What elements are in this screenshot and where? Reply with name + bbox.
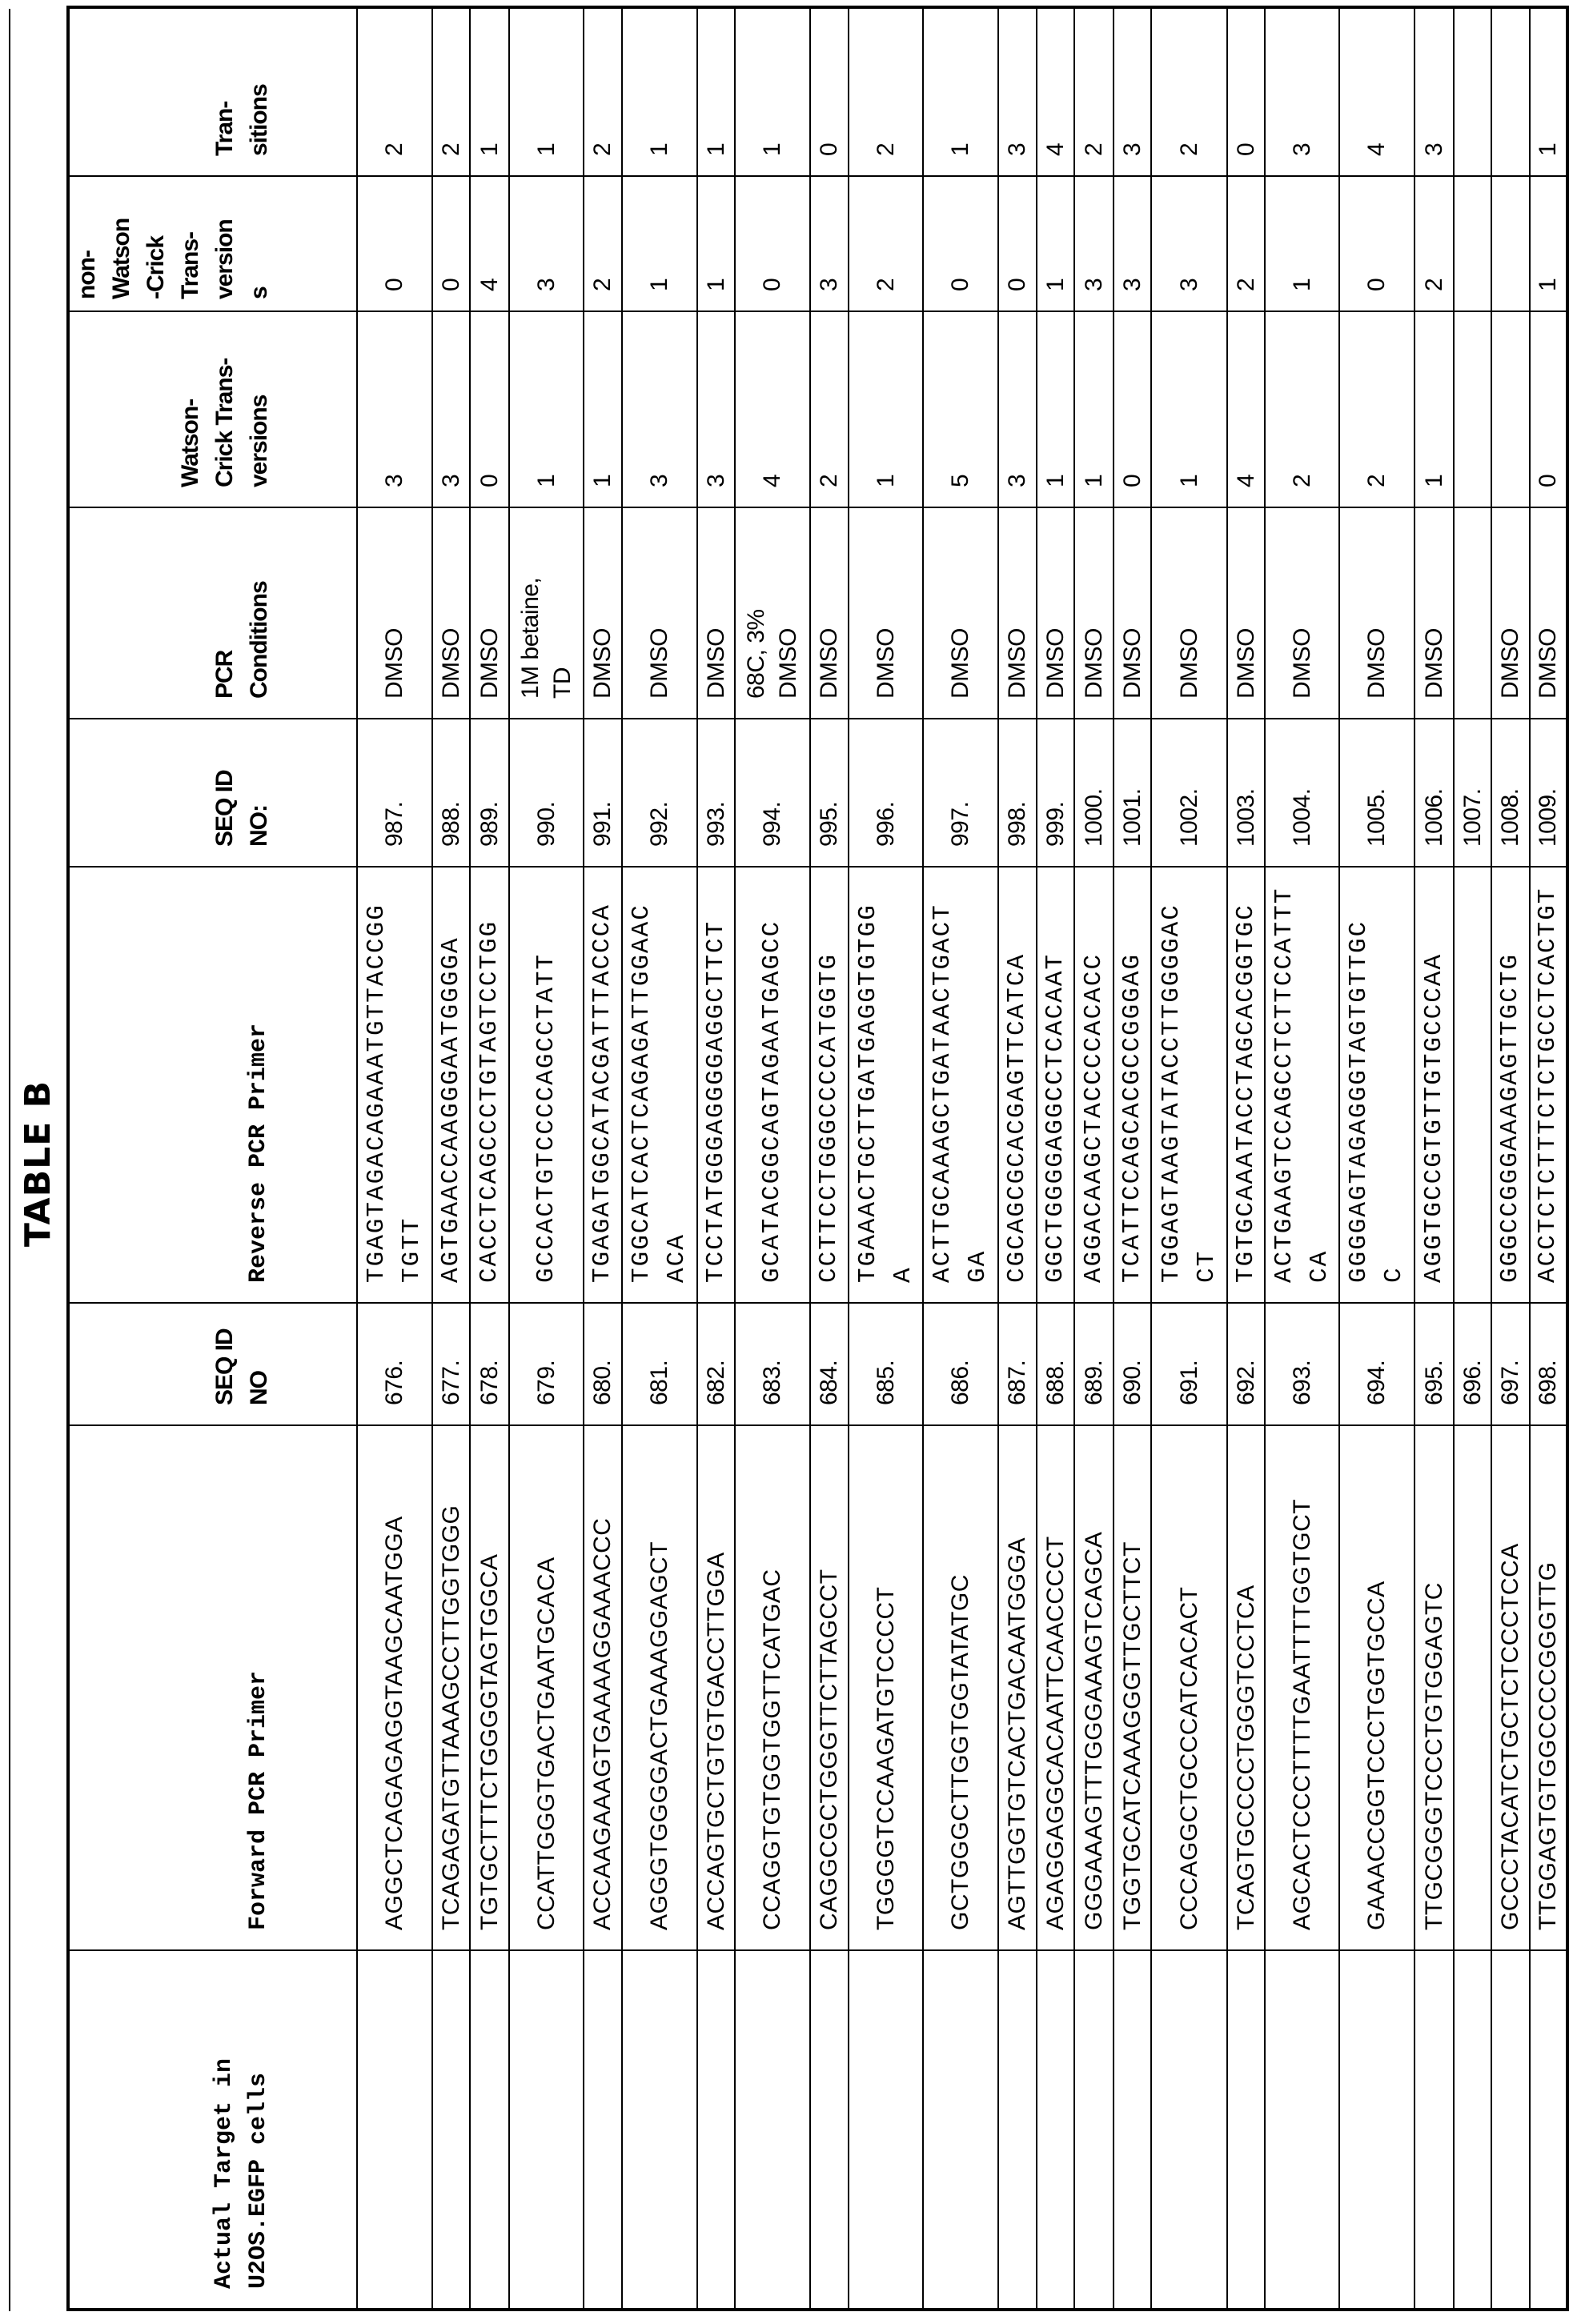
pcr-conditions-cell: DMSO — [432, 507, 470, 719]
transitions-cell: 2 — [584, 7, 622, 176]
forward-primer-cell: CCAGGTGTGGTGGTTCATGAC — [735, 1425, 810, 1950]
seq-id-forward-cell: 681. — [622, 1303, 697, 1425]
actual-target-cell — [810, 1950, 849, 2310]
seq-id-reverse-cell: 996. — [849, 719, 923, 867]
table-row — [735, 7, 810, 2310]
actual-target-cell — [849, 1950, 923, 2310]
transitions-cell: 0 — [810, 7, 849, 176]
pcr-conditions-cell: 1M betaine, TD — [509, 507, 584, 719]
transitions-cell — [1491, 7, 1530, 176]
transitions-cell: 4 — [1037, 7, 1074, 176]
table-row — [1227, 7, 1265, 2310]
seq-id-forward-cell: 694. — [1339, 1303, 1415, 1425]
forward-primer-cell: GCCCTACATCTGCTCTCCCTCCA — [1491, 1425, 1530, 1950]
nonwc-transversions-cell: 1 — [1265, 176, 1339, 311]
nonwc-transversions-cell: 1 — [697, 176, 735, 311]
seq-id-reverse-cell: 999. — [1037, 719, 1074, 867]
reverse-primer-cell: TCATTCCAGCACGCCGGGAG — [1114, 867, 1151, 1303]
seq-id-forward-cell: 689. — [1074, 1303, 1114, 1425]
seq-id-reverse-cell: 1001. — [1114, 719, 1151, 867]
wc-transversions-cell — [1454, 311, 1491, 507]
seq-id-forward-cell: 684. — [810, 1303, 849, 1425]
seq-id-forward-cell: 679. — [509, 1303, 584, 1425]
forward-primer-cell: GGGAAAGTTTGGGAAAGTCAGCA — [1074, 1425, 1114, 1950]
nonwc-transversions-cell: 0 — [432, 176, 470, 311]
reverse-primer-cell: CGCAGCGCACGAGTTCATCA — [998, 867, 1037, 1303]
header-forward-primer: Forward PCR Primer — [68, 1425, 357, 1950]
forward-primer-cell: GAAACCGGTCCCTGGTGCCA — [1339, 1425, 1415, 1950]
forward-primer-cell: TCAGTGCCCCTGGGTCCTCA — [1227, 1425, 1265, 1950]
table-row — [357, 7, 432, 2310]
header-actual-target: Actual Target in U2OS.EGFP cells — [68, 1950, 357, 2310]
seq-id-forward-cell: 688. — [1037, 1303, 1074, 1425]
transitions-cell: 0 — [1227, 7, 1265, 176]
transitions-cell: 2 — [1151, 7, 1227, 176]
wc-transversions-cell: 0 — [470, 311, 509, 507]
forward-primer-cell: ACCAAGAAAGTGAAAAGGAAACCC — [584, 1425, 622, 1950]
seq-id-forward-cell: 676. — [357, 1303, 432, 1425]
header-pcr-conditions: PCR Conditions — [68, 507, 357, 719]
nonwc-transversions-cell: 1 — [1530, 176, 1567, 311]
actual-target-cell — [1037, 1950, 1074, 2310]
seq-id-reverse-cell: 989. — [470, 719, 509, 867]
pcr-conditions-cell: DMSO — [849, 507, 923, 719]
wc-transversions-cell: 0 — [1530, 311, 1567, 507]
seq-id-reverse-cell: 997. — [923, 719, 998, 867]
seq-id-reverse-cell: 992. — [622, 719, 697, 867]
forward-primer-cell: TTGCGGGTCCCTGTGGAGTC — [1415, 1425, 1454, 1950]
primer-table — [66, 6, 1569, 2311]
reverse-primer-cell: ACTGAAGTCCAGCCTCTTCCATTT CA — [1265, 867, 1339, 1303]
table-title: TABLE B — [16, 1044, 61, 1284]
table-row — [470, 7, 509, 2310]
wc-transversions-cell: 3 — [697, 311, 735, 507]
transitions-cell: 2 — [849, 7, 923, 176]
pcr-conditions-cell: DMSO — [810, 507, 849, 719]
table-row — [622, 7, 697, 2310]
seq-id-reverse-cell: 1002. — [1151, 719, 1227, 867]
header-transitions: Tran- sitions — [68, 7, 357, 176]
pcr-conditions-cell: DMSO — [1114, 507, 1151, 719]
nonwc-transversions-cell: 0 — [735, 176, 810, 311]
actual-target-cell — [1114, 1950, 1151, 2310]
rotated-table-page — [0, 0, 1510, 2324]
pcr-conditions-cell: DMSO — [622, 507, 697, 719]
pcr-conditions-cell: 68C, 3% DMSO — [735, 507, 810, 719]
forward-primer-cell: TGGTGCATCAAAGGGTTGCTTCT — [1114, 1425, 1151, 1950]
pcr-conditions-cell: DMSO — [357, 507, 432, 719]
pcr-conditions-cell: DMSO — [697, 507, 735, 719]
seq-id-reverse-cell: 1003. — [1227, 719, 1265, 867]
frame-line — [9, 9, 10, 2311]
wc-transversions-cell: 3 — [432, 311, 470, 507]
transitions-cell: 4 — [1339, 7, 1415, 176]
seq-id-forward-cell: 687. — [998, 1303, 1037, 1425]
seq-id-forward-cell: 697. — [1491, 1303, 1530, 1425]
pcr-conditions-cell: DMSO — [998, 507, 1037, 719]
transitions-cell: 3 — [1114, 7, 1151, 176]
table-row — [1114, 7, 1151, 2310]
reverse-primer-cell: GGGGAGTAGAGGGTAGTGTTGC C — [1339, 867, 1415, 1303]
table-row — [1530, 7, 1567, 2310]
seq-id-reverse-cell: 1000. — [1074, 719, 1114, 867]
seq-id-reverse-cell: 1006. — [1415, 719, 1454, 867]
pcr-conditions-cell: DMSO — [584, 507, 622, 719]
table-row — [584, 7, 622, 2310]
nonwc-transversions-cell — [1491, 176, 1530, 311]
forward-primer-cell: TTGGAGTGTGGCCCCGGGTTG — [1530, 1425, 1567, 1950]
seq-id-forward-cell: 692. — [1227, 1303, 1265, 1425]
table-row — [1151, 7, 1227, 2310]
pcr-conditions-cell: DMSO — [1415, 507, 1454, 719]
actual-target-cell — [1454, 1950, 1491, 2310]
transitions-cell: 1 — [923, 7, 998, 176]
reverse-primer-cell: AGTGAACCAAGGGAATGGGGA — [432, 867, 470, 1303]
reverse-primer-cell: GCCACTGTCCCCAGCCTATT — [509, 867, 584, 1303]
actual-target-cell — [1074, 1950, 1114, 2310]
seq-id-reverse-cell: 1008. — [1491, 719, 1530, 867]
wc-transversions-cell: 1 — [1415, 311, 1454, 507]
table-row — [697, 7, 735, 2310]
forward-primer-cell: AGAGGAGGCACAATTCAACCCCT — [1037, 1425, 1074, 1950]
forward-primer-cell — [1454, 1425, 1491, 1950]
table-row — [998, 7, 1037, 2310]
nonwc-transversions-cell: 3 — [1074, 176, 1114, 311]
pcr-conditions-cell: DMSO — [1037, 507, 1074, 719]
wc-transversions-cell: 1 — [509, 311, 584, 507]
forward-primer-cell: CAGGCGCTGGGTTCTTAGCCT — [810, 1425, 849, 1950]
transitions-cell: 1 — [735, 7, 810, 176]
nonwc-transversions-cell: 3 — [1114, 176, 1151, 311]
nonwc-transversions-cell: 0 — [998, 176, 1037, 311]
actual-target-cell — [1265, 1950, 1339, 2310]
transitions-cell: 2 — [432, 7, 470, 176]
forward-primer-cell: CCATTGGGTGACTGAATGCACA — [509, 1425, 584, 1950]
nonwc-transversions-cell: 2 — [1415, 176, 1454, 311]
reverse-primer-cell: TGAGTAGACAGAAATGTTACCGG TGTT — [357, 867, 432, 1303]
table-row — [1491, 7, 1530, 2310]
table-row — [1415, 7, 1454, 2310]
nonwc-transversions-cell: 3 — [1151, 176, 1227, 311]
wc-transversions-cell: 1 — [849, 311, 923, 507]
nonwc-transversions-cell: 0 — [357, 176, 432, 311]
pcr-conditions-cell: DMSO — [923, 507, 998, 719]
seq-id-reverse-cell: 1009. — [1530, 719, 1567, 867]
table-row — [810, 7, 849, 2310]
reverse-primer-cell: CCTTCCTGGGCCCCATGGTG — [810, 867, 849, 1303]
nonwc-transversions-cell: 1 — [622, 176, 697, 311]
wc-transversions-cell: 1 — [1037, 311, 1074, 507]
nonwc-transversions-cell: 3 — [810, 176, 849, 311]
table-row — [432, 7, 470, 2310]
seq-id-forward-cell: 690. — [1114, 1303, 1151, 1425]
wc-transversions-cell: 3 — [998, 311, 1037, 507]
actual-target-cell — [1530, 1950, 1567, 2310]
actual-target-cell — [357, 1950, 432, 2310]
transitions-cell: 2 — [1074, 7, 1114, 176]
seq-id-forward-cell: 678. — [470, 1303, 509, 1425]
pcr-conditions-cell — [1454, 507, 1491, 719]
reverse-primer-cell: TCCTATGGGAGGGGAGGCTTCT — [697, 867, 735, 1303]
forward-primer-cell: TCAGAGATGTTAAAGCCTTGGTGGG — [432, 1425, 470, 1950]
seq-id-reverse-cell: 993. — [697, 719, 735, 867]
transitions-cell — [1454, 7, 1491, 176]
seq-id-reverse-cell: 987. — [357, 719, 432, 867]
pcr-conditions-cell: DMSO — [1491, 507, 1530, 719]
forward-primer-cell: GCTGGGCTTGGTGGTATATGC — [923, 1425, 998, 1950]
seq-id-reverse-cell: 991. — [584, 719, 622, 867]
pcr-conditions-cell: DMSO — [1074, 507, 1114, 719]
pcr-conditions-cell: DMSO — [1339, 507, 1415, 719]
header-reverse-primer: Reverse PCR Primer — [68, 867, 357, 1303]
transitions-cell: 1 — [622, 7, 697, 176]
transitions-cell: 3 — [1415, 7, 1454, 176]
wc-transversions-cell: 3 — [357, 311, 432, 507]
table-row — [849, 7, 923, 2310]
forward-primer-cell: TGTGCTTTCTGGGGTAGTGGCA — [470, 1425, 509, 1950]
nonwc-transversions-cell: 2 — [584, 176, 622, 311]
forward-primer-cell: CCCAGGCTGCCCATCACACT — [1151, 1425, 1227, 1950]
actual-target-cell — [998, 1950, 1037, 2310]
reverse-primer-cell — [1454, 867, 1491, 1303]
seq-id-forward-cell: 680. — [584, 1303, 622, 1425]
seq-id-forward-cell: 698. — [1530, 1303, 1567, 1425]
forward-primer-cell: AGGGTGGGGACTGAAAGGAGCT — [622, 1425, 697, 1950]
reverse-primer-cell: GGGCCGGGAAAGAGTTGCTG — [1491, 867, 1530, 1303]
seq-id-reverse-cell: 1004. — [1265, 719, 1339, 867]
reverse-primer-cell: TGGCATCACTCAGAGATTGGAAC ACA — [622, 867, 697, 1303]
reverse-primer-cell: GGCTGGGGAGGCCTCACAAT — [1037, 867, 1074, 1303]
actual-target-cell — [1491, 1950, 1530, 2310]
actual-target-cell — [470, 1950, 509, 2310]
seq-id-forward-cell: 685. — [849, 1303, 923, 1425]
transitions-cell: 2 — [357, 7, 432, 176]
seq-id-forward-cell: 686. — [923, 1303, 998, 1425]
wc-transversions-cell: 2 — [810, 311, 849, 507]
transitions-cell: 1 — [470, 7, 509, 176]
nonwc-transversions-cell: 2 — [1227, 176, 1265, 311]
wc-transversions-cell: 1 — [584, 311, 622, 507]
header-nonwc-transversions: non- Watson -Crick Trans- version s — [68, 176, 357, 311]
pcr-conditions-cell: DMSO — [1265, 507, 1339, 719]
transitions-cell: 1 — [509, 7, 584, 176]
seq-id-reverse-cell: 998. — [998, 719, 1037, 867]
pcr-conditions-cell: DMSO — [1530, 507, 1567, 719]
table-row — [1037, 7, 1074, 2310]
seq-id-reverse-cell: 1007. — [1454, 719, 1491, 867]
seq-id-reverse-cell: 988. — [432, 719, 470, 867]
transitions-cell: 3 — [1265, 7, 1339, 176]
wc-transversions-cell — [1491, 311, 1530, 507]
pcr-conditions-cell: DMSO — [1151, 507, 1227, 719]
seq-id-reverse-cell: 1005. — [1339, 719, 1415, 867]
forward-primer-cell: AGTTGGTGTCACTGACAATGGGA — [998, 1425, 1037, 1950]
nonwc-transversions-cell: 4 — [470, 176, 509, 311]
actual-target-cell — [1339, 1950, 1415, 2310]
nonwc-transversions-cell: 1 — [1037, 176, 1074, 311]
reverse-primer-cell: CACCTCAGCCCTGTAGTCCTGG — [470, 867, 509, 1303]
wc-transversions-cell: 1 — [1074, 311, 1114, 507]
wc-transversions-cell: 3 — [622, 311, 697, 507]
seq-id-forward-cell: 677. — [432, 1303, 470, 1425]
actual-target-cell — [735, 1950, 810, 2310]
seq-id-forward-cell: 683. — [735, 1303, 810, 1425]
wc-transversions-cell: 5 — [923, 311, 998, 507]
pcr-conditions-cell: DMSO — [1227, 507, 1265, 719]
nonwc-transversions-cell: 0 — [1339, 176, 1415, 311]
actual-target-cell — [622, 1950, 697, 2310]
forward-primer-cell: ACCAGTGCTGTGTGACCTTGGA — [697, 1425, 735, 1950]
reverse-primer-cell: GCATACGGCAGTAGAATGAGCC — [735, 867, 810, 1303]
header-row — [68, 7, 357, 2310]
table-row — [1265, 7, 1339, 2310]
reverse-primer-cell: TGGAGTAAGTATACCTTGGGGAC CT — [1151, 867, 1227, 1303]
actual-target-cell — [584, 1950, 622, 2310]
transitions-cell: 3 — [998, 7, 1037, 176]
actual-target-cell — [923, 1950, 998, 2310]
nonwc-transversions-cell: 2 — [849, 176, 923, 311]
table-row — [1454, 7, 1491, 2310]
wc-transversions-cell: 2 — [1339, 311, 1415, 507]
table-row — [1074, 7, 1114, 2310]
transitions-cell: 1 — [1530, 7, 1567, 176]
seq-id-forward-cell: 696. — [1454, 1303, 1491, 1425]
transitions-cell: 1 — [697, 7, 735, 176]
reverse-primer-cell: ACCTCTCTTTCTCTGCCTCACTGT — [1530, 867, 1567, 1303]
actual-target-cell — [1415, 1950, 1454, 2310]
reverse-primer-cell: AGGACAAGCTACCCCACACC — [1074, 867, 1114, 1303]
nonwc-transversions-cell: 0 — [923, 176, 998, 311]
forward-primer-cell: AGGCTCAGAGAGGTAAGCAATGGA — [357, 1425, 432, 1950]
seq-id-forward-cell: 693. — [1265, 1303, 1339, 1425]
reverse-primer-cell: TGAGATGGCATACGATTTACCCA — [584, 867, 622, 1303]
forward-primer-cell: TGGGGTCCAAGATGTCCCCT — [849, 1425, 923, 1950]
reverse-primer-cell: ACTTGCAAAGCTGATAACTGACT GA — [923, 867, 998, 1303]
header-wc-transversions: Watson- Crick Trans- versions — [68, 311, 357, 507]
pcr-conditions-cell: DMSO — [470, 507, 509, 719]
actual-target-cell — [432, 1950, 470, 2310]
nonwc-transversions-cell — [1454, 176, 1491, 311]
seq-id-forward-cell: 691. — [1151, 1303, 1227, 1425]
seq-id-forward-cell: 695. — [1415, 1303, 1454, 1425]
wc-transversions-cell: 0 — [1114, 311, 1151, 507]
actual-target-cell — [509, 1950, 584, 2310]
actual-target-cell — [1151, 1950, 1227, 2310]
header-seq-id-forward: SEQ ID NO — [68, 1303, 357, 1425]
header-seq-id-reverse: SEQ ID NO: — [68, 719, 357, 867]
wc-transversions-cell: 4 — [735, 311, 810, 507]
seq-id-forward-cell: 682. — [697, 1303, 735, 1425]
wc-transversions-cell: 4 — [1227, 311, 1265, 507]
actual-target-cell — [1227, 1950, 1265, 2310]
table-row — [1339, 7, 1415, 2310]
actual-target-cell — [697, 1950, 735, 2310]
table-row — [509, 7, 584, 2310]
forward-primer-cell: AGCACTCCCTTTTGAATTTTGGTGCT — [1265, 1425, 1339, 1950]
wc-transversions-cell: 2 — [1265, 311, 1339, 507]
reverse-primer-cell: TGTGCAAATACCTAGCACGGTGC — [1227, 867, 1265, 1303]
table-row — [923, 7, 998, 2310]
reverse-primer-cell: AGGTGCCGTGTTGTGCCCAA — [1415, 867, 1454, 1303]
seq-id-reverse-cell: 990. — [509, 719, 584, 867]
reverse-primer-cell: TGAAACTGCTTGATGAGGTGTGG A — [849, 867, 923, 1303]
wc-transversions-cell: 1 — [1151, 311, 1227, 507]
nonwc-transversions-cell: 3 — [509, 176, 584, 311]
seq-id-reverse-cell: 995. — [810, 719, 849, 867]
seq-id-reverse-cell: 994. — [735, 719, 810, 867]
